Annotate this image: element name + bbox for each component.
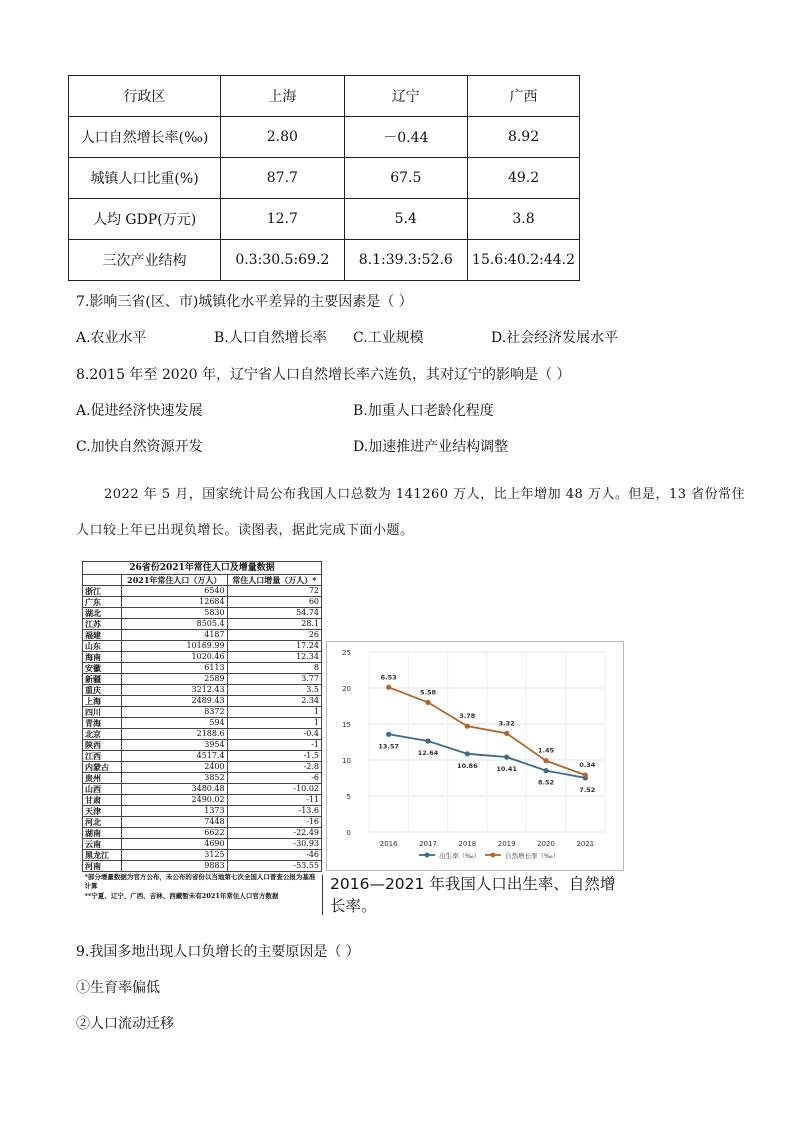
table-cell: 26 [227,630,321,641]
table-row [83,850,322,861]
question-9-stem: 9.我国多地出现人口负增长的主要原因是（ ） [76,944,360,960]
table-row [83,696,322,707]
q7-option-b: B.人口自然增长率 [214,330,327,346]
table-row [69,117,580,158]
legend-marker [425,853,430,858]
province-name: 福建 [83,630,122,641]
natural-growth-data-label: 1.45 [537,746,555,755]
province-name: 贵州 [83,773,122,784]
table-cell: -11 [227,795,321,806]
table-cell: －0.44 [344,117,467,158]
province-name: 江西 [83,751,122,762]
table-row [69,240,580,281]
increment-column-header: 常住人口增量（万人）* [227,575,321,586]
birth-rate-data-label: 7.52 [579,785,596,794]
table-cell: 1373 [122,806,228,817]
table-cell: 广西 [468,76,580,117]
table-cell: 人口自然增长率(‰) [69,117,221,158]
table-cell: 1 [227,707,321,718]
table-cell: 4690 [122,839,228,850]
birth-rate-chart-svg [327,642,623,870]
table-row [83,663,322,674]
q8-option-a: A.促进经济快速发展 [76,403,203,419]
natural-growth-point [543,758,548,763]
province-name: 河北 [83,817,122,828]
table-row [83,784,322,795]
table-cell: 三次产业结构 [69,240,221,281]
table-row [83,608,322,619]
table-row [83,828,322,839]
passage-line-2: 人口较上年已出现负增长。读图表，据此完成下面小题。 [76,523,414,538]
natural-growth-point [386,685,391,690]
table-cell: 4517.4 [122,751,228,762]
table-cell: 1020.46 [122,652,228,663]
province-name: 湖北 [83,608,122,619]
table-footnote: *部分增量数据为官方公布，未公布的省份以当地第七次全国人口普查公报为基准计算 [84,873,316,890]
table-cell: 6622 [122,828,228,839]
table-cell: 6113 [122,663,228,674]
y-tick-label: 5 [346,793,351,801]
birth-rate-point [425,738,430,743]
table-row [83,641,322,652]
table-cell: 2188.6 [122,729,228,740]
province-name: 黑龙江 [83,850,122,861]
table-cell: 2.80 [221,117,344,158]
table-cell: -22.49 [227,828,321,839]
province-name: 内蒙古 [83,762,122,773]
q7-option-d: D.社会经济发展水平 [491,330,619,346]
natural-growth-data-label: 3.78 [459,712,476,721]
province-name: 上海 [83,696,122,707]
table-cell: 12.34 [227,652,321,663]
natural-growth-data-label: 3.32 [498,719,515,728]
table-cell: 2490.02 [122,795,228,806]
y-tick-label: 10 [342,757,351,765]
table-row [83,586,322,597]
table-row [83,652,322,663]
birth-rate-point [465,751,470,756]
x-tick-label: 2017 [419,840,437,848]
table-row [83,773,322,784]
legend-label: 自然增长率（‰） [505,852,560,860]
x-tick-label: 2021 [576,840,595,848]
table-cell: -6 [227,773,321,784]
birth-rate-data-label: 10.41 [496,765,517,774]
table-cell: -0.4 [227,729,321,740]
table-cell: 6540 [122,586,228,597]
table-cell: 3.8 [468,199,580,240]
birth-rate-point [386,732,391,737]
table-cell: 人均 GDP(万元) [69,199,221,240]
table-row [83,795,322,806]
birth-rate-chart [326,641,624,871]
q7-option-a: A.农业水平 [76,330,147,346]
divider-line [322,875,323,915]
table-cell: 9883 [122,861,228,872]
table-cell: 10169.99 [122,641,228,652]
province-name: 安徽 [83,663,122,674]
province-name: 陕西 [83,740,122,751]
table-cell: -2.8 [227,762,321,773]
natural-growth-point [504,731,509,736]
table-cell: 8.1:39.3:52.6 [344,240,467,281]
population-column-header: 2021年常住人口（万人） [122,575,228,586]
table-cell: 15.6:40.2:44.2 [468,240,580,281]
table-cell: 54.74 [227,608,321,619]
birth-rate-point [504,754,509,759]
table-cell: 2.34 [227,696,321,707]
table-cell: 87.7 [221,158,344,199]
table-cell: 2489.43 [122,696,228,707]
natural-growth-data-label: 6.53 [380,673,397,682]
table-cell: 3.77 [227,674,321,685]
legend-label: 出生率（‰） [439,852,481,860]
province-name: 山西 [83,784,122,795]
table-header-row [69,76,580,117]
table-cell: -13.6 [227,806,321,817]
birth-rate-point [543,768,548,773]
table-row [83,729,322,740]
q8-option-c: C.加快自然资源开发 [76,439,203,455]
table-cell: 5830 [122,608,228,619]
x-tick-label: 2018 [458,840,477,848]
table-cell: 17.24 [227,641,321,652]
table-cell: -46 [227,850,321,861]
province-name: 天津 [83,806,122,817]
table-cell: 67.5 [344,158,467,199]
table-cell: 上海 [221,76,344,117]
province-name: 四川 [83,707,122,718]
x-tick-label: 2019 [497,840,516,848]
natural-growth-point [425,700,430,705]
table-cell: 7448 [122,817,228,828]
table-cell: 3.5 [227,685,321,696]
table-row [83,718,322,729]
table-cell: -30.93 [227,839,321,850]
birth-rate-data-label: 10.86 [457,761,478,770]
province-name: 广东 [83,597,122,608]
table-cell: -16 [227,817,321,828]
table-cell: -1.5 [227,751,321,762]
table-cell: 3954 [122,740,228,751]
province-population-table [82,561,322,901]
table-row [83,817,322,828]
table-row [83,630,322,641]
natural-growth-data-label: 5.58 [419,688,437,697]
table-cell: -53.55 [227,861,321,872]
q8-option-b: B.加重人口老龄化程度 [353,403,494,419]
table-cell: 1 [227,718,321,729]
province-name: 山东 [83,641,122,652]
table-cell: 12.7 [221,199,344,240]
question-7-stem: 7.影响三省(区、市)城镇化水平差异的主要因素是（ ） [76,294,413,310]
y-tick-label: 20 [342,685,351,693]
province-name: 青海 [83,718,122,729]
province-name: 河南 [83,861,122,872]
table-row [83,685,322,696]
province-comparison-table [68,75,580,281]
table-cell: 594 [122,718,228,729]
table-cell: -1 [227,740,321,751]
q9-item-1: ①生育率偏低 [76,980,160,996]
question-8-stem: 8.2015 年至 2020 年，辽宁省人口自然增长率六连负，其对辽宁的影响是（ ） [76,367,571,383]
y-tick-label: 15 [342,721,351,729]
table-cell: 60 [227,597,321,608]
table-row [69,158,580,199]
table-cell: 72 [227,586,321,597]
table-cell: 28.1 [227,619,321,630]
table-row [83,740,322,751]
table-cell: 0.3:30.5:69.2 [221,240,344,281]
table-row [83,619,322,630]
table-row [83,762,322,773]
table-cell: 3212.43 [122,685,228,696]
table-row [83,861,322,872]
x-tick-label: 2016 [379,840,398,848]
table-cell: 3480.48 [122,784,228,795]
table-cell: 8372 [122,707,228,718]
table-row [83,597,322,608]
natural-growth-point [465,724,470,729]
table-cell: 3852 [122,773,228,784]
table-row [83,806,322,817]
table-row [83,707,322,718]
birth-rate-data-label: 8.52 [537,778,555,787]
table-row [69,199,580,240]
province-name: 海南 [83,652,122,663]
legend-marker [491,853,496,858]
table-row [83,751,322,762]
q9-item-2: ②人口流动迁移 [76,1016,174,1032]
q7-option-c: C.工业规模 [353,330,424,346]
table-cell: -10.02 [227,784,321,795]
natural-growth-point [583,773,588,778]
y-tick-label: 25 [342,649,351,657]
y-tick-label: 0 [346,829,351,837]
province-name: 云南 [83,839,122,850]
chart-caption: 2016—2021 年我国人口出生率、自然增长率。 [330,875,616,915]
table-cell: 12684 [122,597,228,608]
table-cell: 城镇人口比重(%) [69,158,221,199]
table-cell: 行政区 [69,76,221,117]
province-name: 北京 [83,729,122,740]
passage-line-1: 2022 年 5 月，国家统计局公布我国人口总数为 141260 万人，比上年增加 48 万人。但是，13 省份常住 [104,487,746,502]
natural-growth-data-label: 0.34 [579,761,596,770]
table-row [83,674,322,685]
x-tick-label: 2020 [537,840,555,848]
table-cell: 3125 [122,850,228,861]
table-row [83,839,322,850]
table-cell: 49.2 [468,158,580,199]
table-cell: 5.4 [344,199,467,240]
province-name: 重庆 [83,685,122,696]
table-cell: 2400 [122,762,228,773]
province-name: 甘肃 [83,795,122,806]
q8-option-d: D.加速推进产业结构调整 [353,439,509,455]
table-cell: 8505.4 [122,619,228,630]
province-name: 浙江 [83,586,122,597]
population-table-title: 26省份2021年常住人口及增量数据 [83,562,322,575]
table-cell: 2589 [122,674,228,685]
table-cell: 8 [227,663,321,674]
table-cell: 辽宁 [344,76,467,117]
birth-rate-data-label: 13.57 [378,742,399,751]
table-cell: 8.92 [468,117,580,158]
province-name: 新疆 [83,674,122,685]
birth-rate-data-label: 12.64 [417,748,439,757]
table-cell: 4187 [122,630,228,641]
province-name: 江苏 [83,619,122,630]
table-footnote: **宁夏、辽宁、广西、吉林、西藏暂未有2021年常住人口官方数据 [84,892,279,900]
province-name: 湖南 [83,828,122,839]
